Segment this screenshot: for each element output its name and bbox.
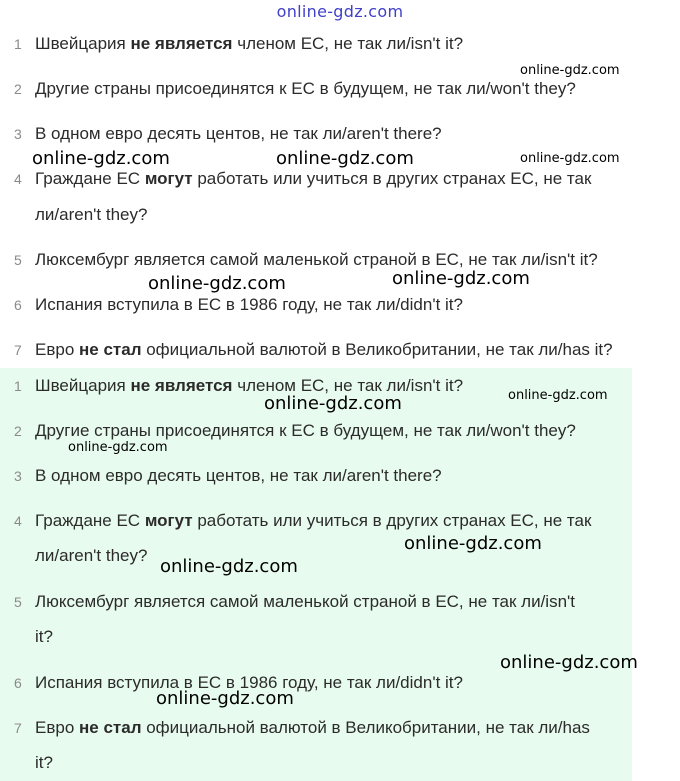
item-number: 4 (14, 513, 22, 529)
watermark: online-gdz.com (68, 440, 168, 455)
watermark: online-gdz.com (264, 393, 402, 414)
item-text: Люксембург является самой маленькой страной в ЕС, не так ли/isn't (35, 592, 575, 611)
item-number: 2 (14, 423, 22, 439)
item-number: 6 (14, 297, 22, 313)
item-number: 5 (14, 252, 22, 268)
item-text: Граждане ЕС могут работать или учиться в других странах ЕС, не так (35, 511, 592, 530)
item-number: 7 (14, 720, 22, 736)
item-text: В одном евро десять центов, не так ли/aren't there? (35, 124, 442, 143)
item-number: 6 (14, 675, 22, 691)
watermark: online-gdz.com (156, 688, 294, 709)
watermark: online-gdz.com (508, 388, 608, 403)
item-number: 1 (14, 36, 22, 52)
header-watermark: online-gdz.com (276, 2, 404, 21)
watermark: online-gdz.com (500, 652, 638, 673)
watermark: online-gdz.com (160, 556, 298, 577)
item-text: it? (35, 753, 53, 772)
item-text: Граждане ЕС могут работать или учиться в других странах ЕС, не так (35, 169, 592, 188)
watermark: online-gdz.com (520, 63, 620, 78)
item-text: ли/aren't they? (35, 205, 148, 224)
item-text: Евро не стал официальной валютой в Великобритании, не так ли/has it? (35, 340, 613, 359)
item-number: 2 (14, 81, 22, 97)
item-text: В одном евро десять центов, не так ли/aren't there? (35, 466, 442, 485)
watermark: online-gdz.com (520, 151, 620, 166)
item-number: 3 (14, 468, 22, 484)
item-number: 4 (14, 171, 22, 187)
item-text: it? (35, 627, 53, 646)
item-text: Испания вступила в ЕС в 1986 году, не так ли/didn't it? (35, 673, 463, 692)
item-text: Люксембург является самой маленькой страной в ЕС, не так ли/isn't it? (35, 250, 598, 269)
watermark: online-gdz.com (404, 533, 542, 554)
item-number: 5 (14, 594, 22, 610)
item-text: Евро не стал официальной валютой в Великобритании, не так ли/has (35, 718, 590, 737)
watermark: online-gdz.com (148, 273, 286, 294)
watermark: online-gdz.com (392, 268, 530, 289)
item-text: Швейцария не является членом ЕС, не так ли/isn't it? (35, 34, 464, 53)
item-number: 7 (14, 342, 22, 358)
item-number: 3 (14, 126, 22, 142)
item-number: 1 (14, 378, 22, 394)
item-text: Другие страны присоединятся к ЕС в будущем, не так ли/won't they? (35, 421, 576, 440)
watermark: online-gdz.com (276, 148, 414, 169)
item-text: Испания вступила в ЕС в 1986 году, не так ли/didn't it? (35, 295, 463, 314)
item-text: Другие страны присоединятся к ЕС в будущем, не так ли/won't they? (35, 79, 576, 98)
watermark: online-gdz.com (32, 148, 170, 169)
item-text: Швейцария не является членом ЕС, не так ли/isn't it? (35, 376, 464, 395)
item-text: ли/aren't they? (35, 546, 148, 565)
